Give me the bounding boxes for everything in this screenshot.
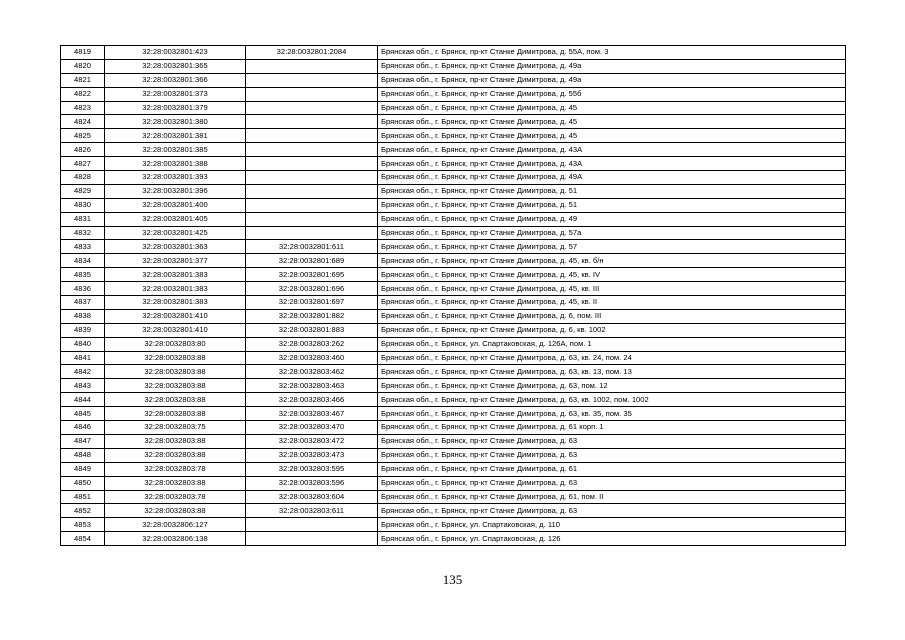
row-number-cell: 4819: [61, 46, 105, 60]
related-cadastral-number-cell: [246, 101, 378, 115]
related-cadastral-number-cell: 32:28:0032801:689: [246, 254, 378, 268]
related-cadastral-number-cell: [246, 87, 378, 101]
row-number-cell: 4821: [61, 73, 105, 87]
table-row: [61, 254, 846, 268]
table-row: [61, 129, 846, 143]
cadastral-number-cell: 32:28:0032806:138: [105, 532, 246, 546]
row-number-cell: 4853: [61, 518, 105, 532]
row-number-cell: 4833: [61, 240, 105, 254]
cadastral-number-cell: 32:28:0032801:377: [105, 254, 246, 268]
related-cadastral-number-cell: 32:28:0032801:696: [246, 282, 378, 296]
related-cadastral-number-cell: 32:28:0032803:472: [246, 434, 378, 448]
table-row: [61, 46, 846, 60]
row-number-cell: 4837: [61, 296, 105, 310]
row-number-cell: 4831: [61, 212, 105, 226]
address-cell: Брянская обл., г. Брянск, пр-кт Станке Димитрова, д. 43А: [378, 157, 846, 171]
cadastral-number-cell: 32:28:0032806:127: [105, 518, 246, 532]
table-row: [61, 87, 846, 101]
row-number-cell: 4828: [61, 171, 105, 185]
address-cell: Брянская обл., г. Брянск, ул. Спартаковская, д. 126А, пом. 1: [378, 337, 846, 351]
cadastral-number-cell: 32:28:0032801:365: [105, 59, 246, 73]
table-row: [61, 226, 846, 240]
address-cell: Брянская обл., г. Брянск, пр-кт Станке Димитрова, д. 45, кв. IV: [378, 268, 846, 282]
table-row: [61, 240, 846, 254]
address-cell: Брянская обл., г. Брянск, ул. Спартаковская, д. 126: [378, 532, 846, 546]
address-cell: Брянская обл., г. Брянск, пр-кт Станке Димитрова, д. 49: [378, 212, 846, 226]
cadastral-number-cell: 32:28:0032803:75: [105, 421, 246, 435]
row-number-cell: 4850: [61, 476, 105, 490]
related-cadastral-number-cell: [246, 518, 378, 532]
cadastral-number-cell: 32:28:0032801:373: [105, 87, 246, 101]
related-cadastral-number-cell: [246, 115, 378, 129]
address-cell: Брянская обл., г. Брянск, пр-кт Станке Димитрова, д. 55А, пом. 3: [378, 46, 846, 60]
related-cadastral-number-cell: [246, 157, 378, 171]
cadastral-number-cell: 32:28:0032803:78: [105, 490, 246, 504]
table-row: [61, 323, 846, 337]
related-cadastral-number-cell: [246, 129, 378, 143]
related-cadastral-number-cell: 32:28:0032803:262: [246, 337, 378, 351]
row-number-cell: 4824: [61, 115, 105, 129]
address-cell: Брянская обл., г. Брянск, пр-кт Станке Димитрова, д. 55б: [378, 87, 846, 101]
table-row: [61, 73, 846, 87]
address-cell: Брянская обл., г. Брянск, пр-кт Станке Димитрова, д. 61: [378, 462, 846, 476]
related-cadastral-number-cell: 32:28:0032801:883: [246, 323, 378, 337]
related-cadastral-number-cell: [246, 184, 378, 198]
address-cell: Брянская обл., г. Брянск, пр-кт Станке Димитрова, д. 63, кв. 24, пом. 24: [378, 351, 846, 365]
row-number-cell: 4841: [61, 351, 105, 365]
address-cell: Брянская обл., г. Брянск, пр-кт Станке Димитрова, д. 45: [378, 129, 846, 143]
row-number-cell: 4844: [61, 393, 105, 407]
cadastral-number-cell: 32:28:0032803:78: [105, 462, 246, 476]
related-cadastral-number-cell: [246, 198, 378, 212]
table-row: [61, 59, 846, 73]
address-cell: Брянская обл., г. Брянск, пр-кт Станке Димитрова, д. 6, кв. 1002: [378, 323, 846, 337]
address-cell: Брянская обл., г. Брянск, пр-кт Станке Димитрова, д. 61, пом. II: [378, 490, 846, 504]
row-number-cell: 4851: [61, 490, 105, 504]
row-number-cell: 4823: [61, 101, 105, 115]
cadastral-number-cell: 32:28:0032803:88: [105, 476, 246, 490]
related-cadastral-number-cell: 32:28:0032803:466: [246, 393, 378, 407]
row-number-cell: 4838: [61, 309, 105, 323]
table-row: [61, 490, 846, 504]
related-cadastral-number-cell: 32:28:0032803:462: [246, 365, 378, 379]
row-number-cell: 4846: [61, 421, 105, 435]
address-cell: Брянская обл., г. Брянск, пр-кт Станке Димитрова, д. 51: [378, 184, 846, 198]
table-row: [61, 212, 846, 226]
table-row: [61, 462, 846, 476]
table-row: [61, 504, 846, 518]
cadastral-number-cell: 32:28:0032801:381: [105, 129, 246, 143]
cadastral-number-cell: 32:28:0032801:410: [105, 323, 246, 337]
table-row: [61, 115, 846, 129]
row-number-cell: 4845: [61, 407, 105, 421]
related-cadastral-number-cell: [246, 73, 378, 87]
address-cell: Брянская обл., г. Брянск, пр-кт Станке Димитрова, д. 63: [378, 448, 846, 462]
related-cadastral-number-cell: 32:28:0032803:460: [246, 351, 378, 365]
property-register-table: [60, 45, 846, 546]
page-number: 135: [442, 572, 463, 587]
cadastral-number-cell: 32:28:0032801:383: [105, 268, 246, 282]
address-cell: Брянская обл., г. Брянск, пр-кт Станке Димитрова, д. 61 корп. 1: [378, 421, 846, 435]
cadastral-number-cell: 32:28:0032801:396: [105, 184, 246, 198]
cadastral-number-cell: 32:28:0032801:385: [105, 143, 246, 157]
address-cell: Брянская обл., г. Брянск, пр-кт Станке Димитрова, д. 45: [378, 115, 846, 129]
cadastral-number-cell: 32:28:0032803:88: [105, 504, 246, 518]
address-cell: Брянская обл., г. Брянск, пр-кт Станке Димитрова, д. 63: [378, 434, 846, 448]
address-cell: Брянская обл., г. Брянск, пр-кт Станке Димитрова, д. 49а: [378, 73, 846, 87]
cadastral-number-cell: 32:28:0032803:88: [105, 448, 246, 462]
address-cell: Брянская обл., г. Брянск, пр-кт Станке Димитрова, д. 49А: [378, 171, 846, 185]
row-number-cell: 4832: [61, 226, 105, 240]
related-cadastral-number-cell: 32:28:0032801:611: [246, 240, 378, 254]
address-cell: Брянская обл., г. Брянск, пр-кт Станке Димитрова, д. 49а: [378, 59, 846, 73]
row-number-cell: 4849: [61, 462, 105, 476]
cadastral-number-cell: 32:28:0032801:393: [105, 171, 246, 185]
address-cell: Брянская обл., г. Брянск, пр-кт Станке Димитрова, д. 45, кв. б/н: [378, 254, 846, 268]
cadastral-number-cell: 32:28:0032801:400: [105, 198, 246, 212]
cadastral-number-cell: 32:28:0032801:380: [105, 115, 246, 129]
related-cadastral-number-cell: 32:28:0032801:695: [246, 268, 378, 282]
cadastral-number-cell: 32:28:0032801:366: [105, 73, 246, 87]
related-cadastral-number-cell: [246, 212, 378, 226]
table-row: [61, 532, 846, 546]
table-row: [61, 351, 846, 365]
table-row: [61, 157, 846, 171]
cadastral-number-cell: 32:28:0032803:88: [105, 393, 246, 407]
address-cell: Брянская обл., г. Брянск, пр-кт Станке Димитрова, д. 45: [378, 101, 846, 115]
row-number-cell: 4840: [61, 337, 105, 351]
row-number-cell: 4848: [61, 448, 105, 462]
table-row: [61, 365, 846, 379]
cadastral-number-cell: 32:28:0032801:379: [105, 101, 246, 115]
cadastral-number-cell: 32:28:0032801:410: [105, 309, 246, 323]
row-number-cell: 4834: [61, 254, 105, 268]
table-row: [61, 268, 846, 282]
related-cadastral-number-cell: 32:28:0032803:470: [246, 421, 378, 435]
row-number-cell: 4836: [61, 282, 105, 296]
address-cell: Брянская обл., г. Брянск, пр-кт Станке Димитрова, д. 63, кв. 35, пом. 35: [378, 407, 846, 421]
row-number-cell: 4826: [61, 143, 105, 157]
row-number-cell: 4822: [61, 87, 105, 101]
cadastral-number-cell: 32:28:0032801:383: [105, 282, 246, 296]
row-number-cell: 4820: [61, 59, 105, 73]
address-cell: Брянская обл., г. Брянск, пр-кт Станке Димитрова, д. 63, кв. 13, пом. 13: [378, 365, 846, 379]
table-row: [61, 309, 846, 323]
row-number-cell: 4827: [61, 157, 105, 171]
related-cadastral-number-cell: 32:28:0032803:463: [246, 379, 378, 393]
address-cell: Брянская обл., г. Брянск, пр-кт Станке Димитрова, д. 63: [378, 504, 846, 518]
cadastral-number-cell: 32:28:0032803:88: [105, 379, 246, 393]
table-row: [61, 143, 846, 157]
cadastral-number-cell: 32:28:0032803:88: [105, 365, 246, 379]
address-cell: Брянская обл., г. Брянск, пр-кт Станке Димитрова, д. 63, кв. 1002, пом. 1002: [378, 393, 846, 407]
related-cadastral-number-cell: [246, 171, 378, 185]
table-row: [61, 282, 846, 296]
table-row: [61, 421, 846, 435]
row-number-cell: 4843: [61, 379, 105, 393]
address-cell: Брянская обл., г. Брянск, пр-кт Станке Димитрова, д. 57а: [378, 226, 846, 240]
table-row: [61, 101, 846, 115]
cadastral-number-cell: 32:28:0032801:405: [105, 212, 246, 226]
cadastral-number-cell: 32:28:0032803:88: [105, 434, 246, 448]
related-cadastral-number-cell: 32:28:0032803:611: [246, 504, 378, 518]
table-row: [61, 171, 846, 185]
address-cell: Брянская обл., г. Брянск, пр-кт Станке Димитрова, д. 45, кв. III: [378, 282, 846, 296]
table-row: [61, 434, 846, 448]
cadastral-number-cell: 32:28:0032801:383: [105, 296, 246, 310]
row-number-cell: 4835: [61, 268, 105, 282]
related-cadastral-number-cell: [246, 143, 378, 157]
table-row: [61, 518, 846, 532]
row-number-cell: 4852: [61, 504, 105, 518]
table-row: [61, 476, 846, 490]
address-cell: Брянская обл., г. Брянск, пр-кт Станке Димитрова, д. 43А: [378, 143, 846, 157]
related-cadastral-number-cell: 32:28:0032803:596: [246, 476, 378, 490]
cadastral-number-cell: 32:28:0032801:388: [105, 157, 246, 171]
related-cadastral-number-cell: 32:28:0032803:604: [246, 490, 378, 504]
table-row: [61, 448, 846, 462]
row-number-cell: 4825: [61, 129, 105, 143]
related-cadastral-number-cell: 32:28:0032801:2084: [246, 46, 378, 60]
related-cadastral-number-cell: [246, 532, 378, 546]
related-cadastral-number-cell: 32:28:0032803:467: [246, 407, 378, 421]
related-cadastral-number-cell: 32:28:0032801:882: [246, 309, 378, 323]
related-cadastral-number-cell: 32:28:0032803:473: [246, 448, 378, 462]
cadastral-number-cell: 32:28:0032803:80: [105, 337, 246, 351]
cadastral-number-cell: 32:28:0032801:425: [105, 226, 246, 240]
address-cell: Брянская обл., г. Брянск, пр-кт Станке Димитрова, д. 6, пом. III: [378, 309, 846, 323]
address-cell: Брянская обл., г. Брянск, пр-кт Станке Димитрова, д. 57: [378, 240, 846, 254]
table-row: [61, 337, 846, 351]
row-number-cell: 4830: [61, 198, 105, 212]
row-number-cell: 4847: [61, 434, 105, 448]
cadastral-number-cell: 32:28:0032803:88: [105, 407, 246, 421]
related-cadastral-number-cell: [246, 59, 378, 73]
row-number-cell: 4839: [61, 323, 105, 337]
address-cell: Брянская обл., г. Брянск, пр-кт Станке Димитрова, д. 45, кв. II: [378, 296, 846, 310]
address-cell: Брянская обл., г. Брянск, ул. Спартаковская, д. 110: [378, 518, 846, 532]
cadastral-number-cell: 32:28:0032803:88: [105, 351, 246, 365]
related-cadastral-number-cell: 32:28:0032801:697: [246, 296, 378, 310]
table-row: [61, 379, 846, 393]
table-row: [61, 296, 846, 310]
related-cadastral-number-cell: [246, 226, 378, 240]
address-cell: Брянская обл., г. Брянск, пр-кт Станке Димитрова, д. 51: [378, 198, 846, 212]
related-cadastral-number-cell: 32:28:0032803:595: [246, 462, 378, 476]
row-number-cell: 4854: [61, 532, 105, 546]
cadastral-number-cell: 32:28:0032801:363: [105, 240, 246, 254]
row-number-cell: 4829: [61, 184, 105, 198]
cadastral-number-cell: 32:28:0032801:423: [105, 46, 246, 60]
table-row: [61, 198, 846, 212]
address-cell: Брянская обл., г. Брянск, пр-кт Станке Димитрова, д. 63: [378, 476, 846, 490]
address-cell: Брянская обл., г. Брянск, пр-кт Станке Димитрова, д. 63, пом. 12: [378, 379, 846, 393]
table-row: [61, 407, 846, 421]
row-number-cell: 4842: [61, 365, 105, 379]
table-body: [61, 46, 846, 546]
table-row: [61, 184, 846, 198]
table-row: [61, 393, 846, 407]
